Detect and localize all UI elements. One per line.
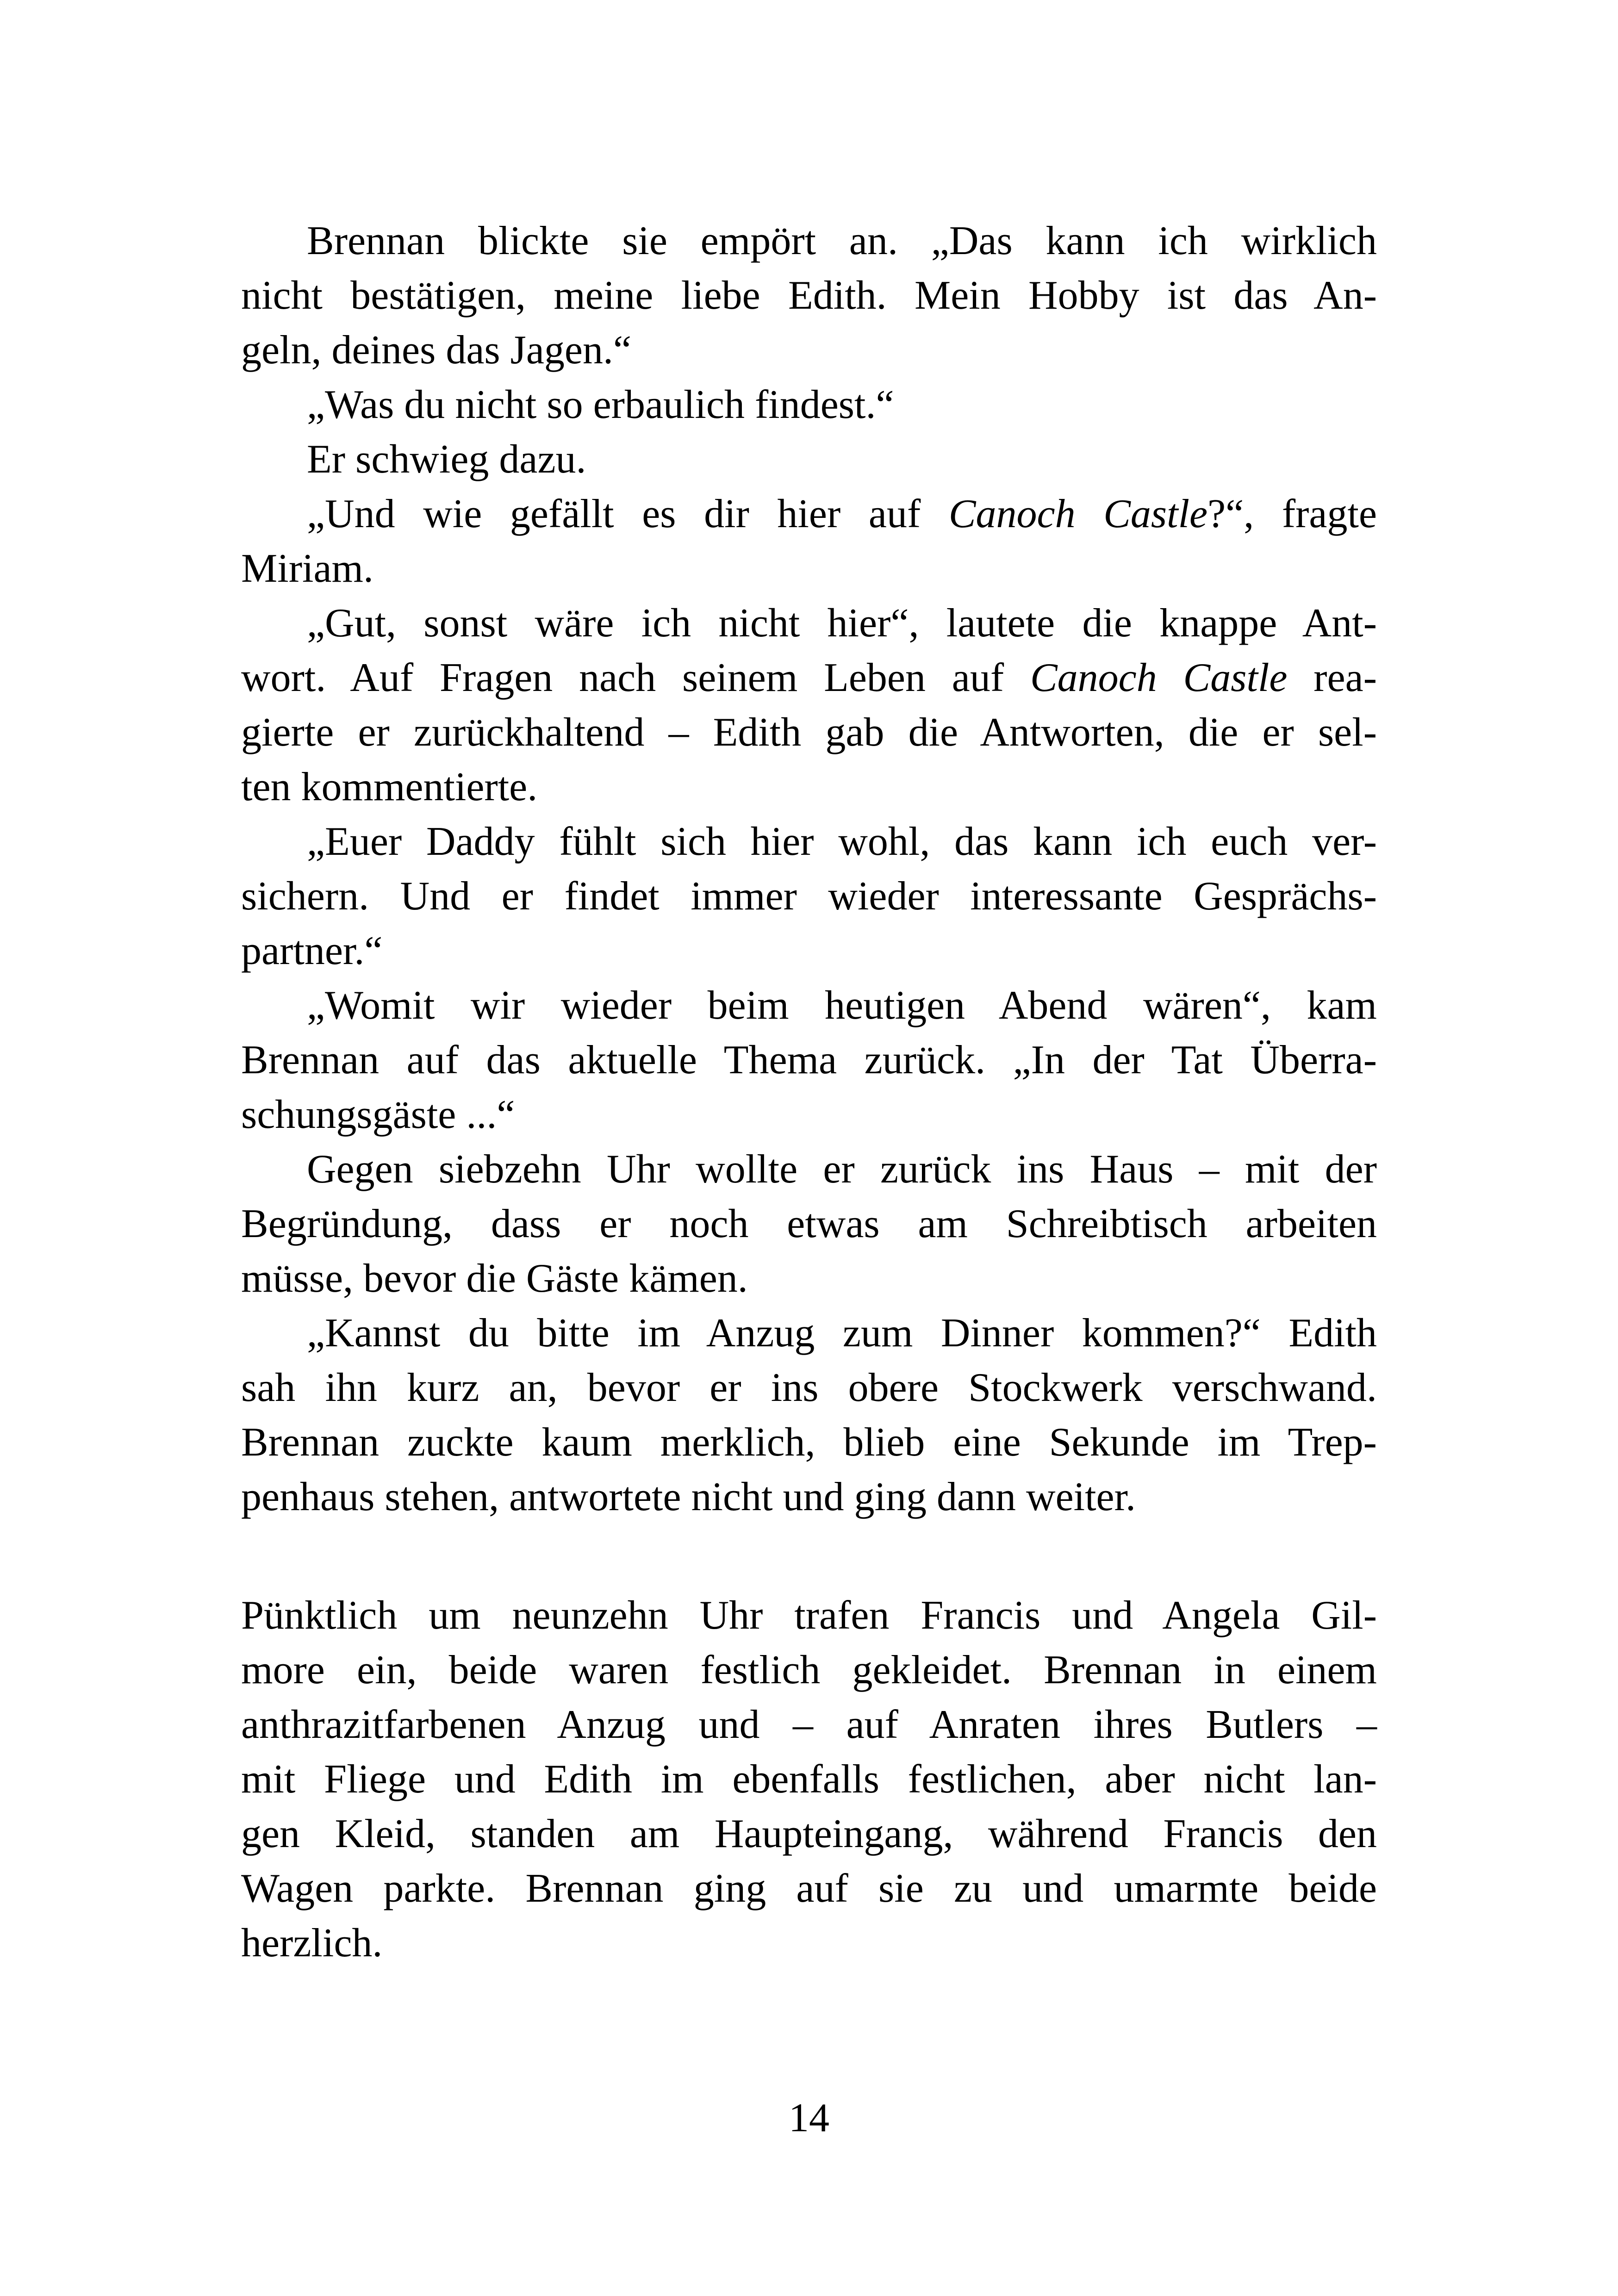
- text-line: Brennan zuckte kaum merklich, blieb eine Sekunde im Trep-: [241, 1420, 1377, 1465]
- text-line: „Was du nicht so erbaulich findest.“: [307, 382, 894, 427]
- text-line: partner.“: [241, 928, 383, 973]
- text-line: nicht bestätigen, meine liebe Edith. Mein Hobby ist das An-: [241, 273, 1377, 318]
- text-line: müsse, bevor die Gäste kämen.: [241, 1256, 748, 1301]
- italic-title: Canoch Castle: [1030, 655, 1288, 700]
- text-line: Miriam.: [241, 546, 373, 591]
- text-fragment: ?“, fragte: [1207, 492, 1377, 536]
- text-line: sah ihn kurz an, bevor er ins obere Stockwerk verschwand.: [241, 1365, 1377, 1410]
- text-line: penhaus stehen, antwortete nicht und ging dann weiter.: [241, 1475, 1136, 1519]
- text-line: Brennan auf das aktuelle Thema zurück. „In der Tat Überra-: [241, 1038, 1377, 1083]
- text-line: Begründung, dass er noch etwas am Schreibtisch arbeiten: [241, 1201, 1377, 1246]
- text-line: mit Fliege und Edith im ebenfalls festlichen, aber nicht lan-: [241, 1757, 1377, 1802]
- text-fragment: wort. Auf Fragen nach seinem Leben auf: [241, 655, 1030, 700]
- text-line: schungsgäste ...“: [241, 1092, 515, 1137]
- text-line: Wagen parkte. Brennan ging auf sie zu und umarmte beide: [241, 1866, 1377, 1911]
- text-line: „Gut, sonst wäre ich nicht hier“, lautete die knappe Ant-: [307, 601, 1377, 646]
- text-line: anthrazitfarbenen Anzug und – auf Anraten ihres Butlers –: [241, 1702, 1377, 1747]
- text-line: „Kannst du bitte im Anzug zum Dinner kommen?“ Edith: [307, 1311, 1377, 1356]
- text-line: geln, deines das Jagen.“: [241, 328, 632, 373]
- page-number: 14: [789, 2096, 829, 2140]
- text-fragment: rea-: [1287, 655, 1377, 700]
- text-fragment: „Und wie gefällt es dir hier auf: [307, 492, 949, 536]
- text-line: Pünktlich um neunzehn Uhr trafen Francis und Angela Gil-: [241, 1593, 1377, 1638]
- text-line: more ein, beide waren festlich gekleidet. Brennan in einem: [241, 1648, 1377, 1692]
- text-line: „Euer Daddy fühlt sich hier wohl, das kann ich euch ver-: [307, 819, 1377, 864]
- text-line: Gegen siebzehn Uhr wollte er zurück ins Haus – mit der: [307, 1147, 1377, 1192]
- text-section-2: [241, 1588, 1377, 1971]
- text-section-1: [241, 214, 1377, 1524]
- text-line: Brennan blickte sie empört an. „Das kann ich wirklich: [307, 218, 1377, 263]
- text-line: gierte er zurückhaltend – Edith gab die Antworten, die er sel-: [241, 710, 1377, 755]
- text-line: gen Kleid, standen am Haupteingang, während Francis den: [241, 1811, 1377, 1856]
- text-line: [241, 651, 1377, 705]
- text-line: [241, 487, 1377, 541]
- text-line: Er schwieg dazu.: [307, 437, 586, 482]
- text-line: ten kommentierte.: [241, 765, 538, 809]
- text-line: herzlich.: [241, 1921, 383, 1966]
- text-line: „Womit wir wieder beim heutigen Abend wären“, kam: [307, 983, 1377, 1028]
- italic-title: Canoch Castle: [948, 492, 1208, 536]
- text-line: sichern. Und er findet immer wieder interessante Gesprächs-: [241, 874, 1377, 919]
